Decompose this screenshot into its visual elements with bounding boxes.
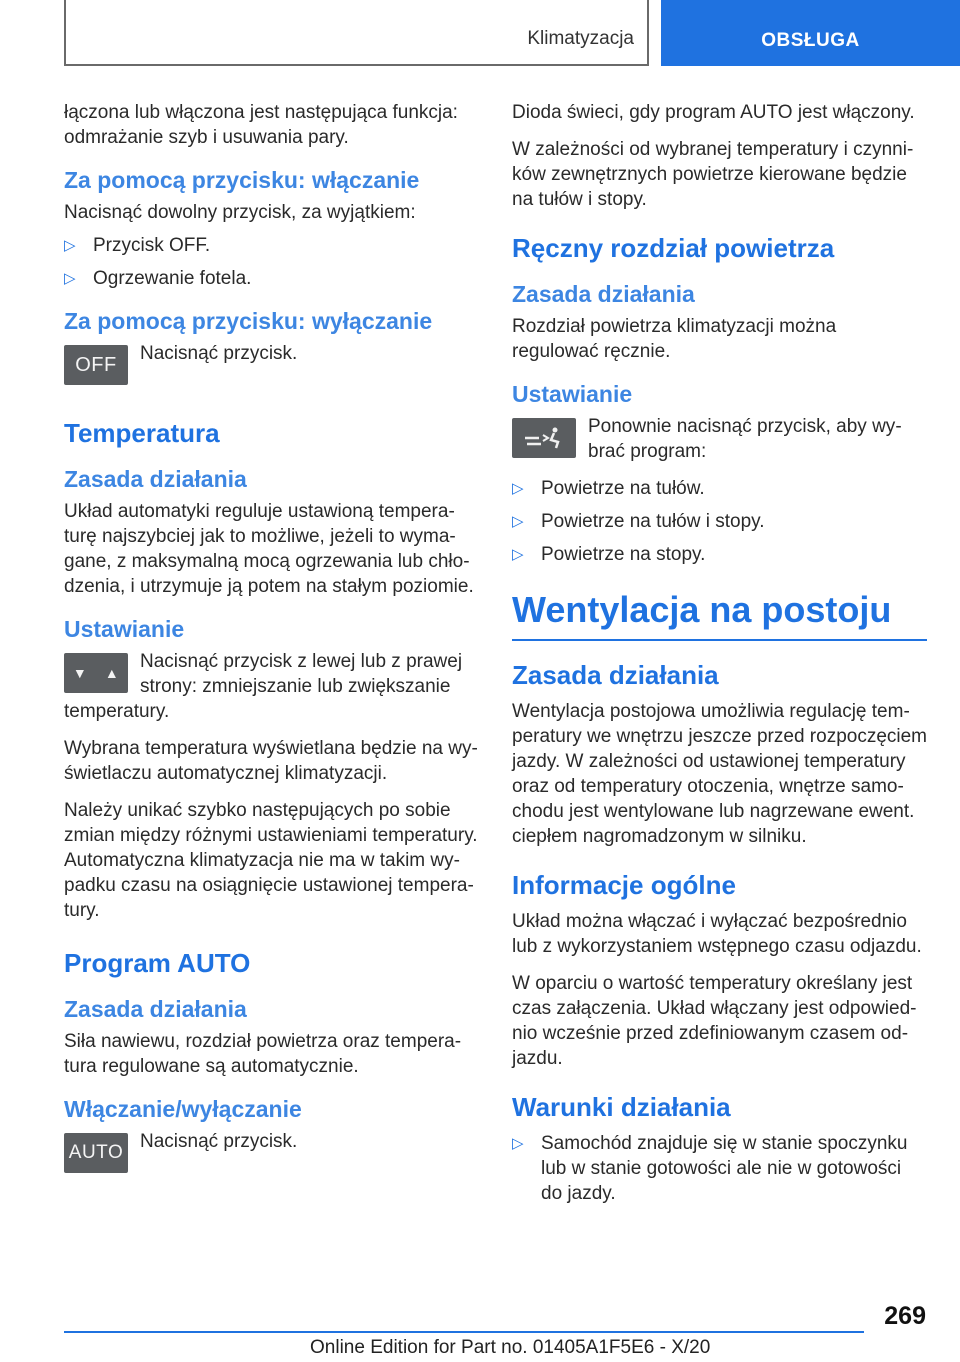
heading-vent-principle: Zasada działania <box>512 660 719 690</box>
paragraph: Nacisnąć przycisk. <box>140 343 298 364</box>
bullet-list-programs <box>512 476 927 567</box>
heading-manual-distribution: Ręczny rozdział powietrza <box>512 233 835 263</box>
heading-operating-conditions: Warunki działania <box>512 1092 731 1122</box>
arrow-up-icon: ▲ <box>104 665 120 681</box>
list-item: ▷ Samochód znajduje się w stanie spoczynku lub w stanie gotowości ale nie w gotowości do jazdy. <box>512 1133 908 1204</box>
paragraph: Nacisnąć przycisk z lewej lub z prawej strony: zmniejszanie lub zwiększanie temperatury. <box>64 651 463 722</box>
paragraph: Nacisnąć dowolny przycisk, za wyjątkiem: <box>64 202 416 223</box>
paragraph: W oparciu o wartość temperatury określany jest czas załączenia. Układ włączany jest odpowiednio wcześnie przed zdefiniowanym czasem odjazdu. <box>512 973 917 1069</box>
paragraph: Siła nawiewu, rozdział powietrza oraz temperatura regulowane są automatycznie. <box>64 1031 462 1077</box>
paragraph: Układ można włączać i wyłączać bezpośrednio lub z wykorzystaniem wstępnego czasu odjazdu. <box>512 911 922 957</box>
paragraph: Rozdział powietrza klimatyzacji można regulować ręcznie. <box>512 316 837 362</box>
paragraph: Wybrana temperatura wyświetlana będzie na wyświetlaczu automatycznej klimatyzacji. <box>64 738 478 784</box>
paragraph: Nacisnąć przycisk. <box>140 1131 298 1152</box>
page-header <box>0 0 960 66</box>
heading-button-on: Za pomocą przycisku: włączanie <box>64 167 420 193</box>
manual-setting-instruction <box>512 414 927 464</box>
page-number: 269 <box>884 1302 926 1330</box>
auto-instruction <box>64 1129 479 1175</box>
heading-manual-principle: Zasada działania <box>512 281 695 307</box>
heading-temperature: Temperatura <box>64 418 220 448</box>
paragraph: Układ automatyki reguluje ustawioną temperaturę najszybciej jak to możliwe, jeżeli to wymagane, z maksymalną mocą ogrzewania lub chłodzenia, i utrzymuje ją potem na stałym poziomie. <box>64 501 474 597</box>
list-item: ▷ Powietrze na tułów. <box>512 478 705 499</box>
bullet-list-on <box>64 233 479 291</box>
paragraph: Należy unikać szybko następujących po sobie zmian między różnymi ustawieniami temperatury. Automatyczna klimatyzacja nie ma w takim wypadku czasu na osiągnięcie ustawionej temperatury. <box>64 800 478 921</box>
triangle-bullet-icon: ▷ <box>512 546 524 563</box>
triangle-bullet-icon: ▷ <box>64 270 76 287</box>
paragraph: Dioda świeci, gdy program AUTO jest włączony. <box>512 102 915 123</box>
temperature-arrows-button-icon <box>64 653 128 693</box>
triangle-bullet-icon: ▷ <box>512 513 524 530</box>
air-distribution-icon <box>521 425 567 451</box>
edition-note: Online Edition for Part no. 01405A1F5E6 - X/20 <box>310 1337 711 1358</box>
list-item: ▷ Powietrze na tułów i stopy. <box>512 511 765 532</box>
off-instruction <box>64 341 479 387</box>
list-item: ▷ Ogrzewanie fotela. <box>64 268 252 289</box>
arrow-down-icon: ▼ <box>72 665 88 681</box>
list-item: ▷ Przycisk OFF. <box>64 235 211 256</box>
heading-temp-principle: Zasada działania <box>64 466 247 492</box>
heading-manual-setting: Ustawianie <box>512 381 633 407</box>
page-footer <box>0 1300 960 1362</box>
header-chapter-tab: OBSŁUGA <box>661 0 960 66</box>
paragraph: W zależności od wybranej temperatury i czynników zewnętrznych powietrze kierowane będzie na tułów i stopy. <box>512 139 914 210</box>
paragraph: Wentylacja postojowa umożliwia regulację temperatury we wnętrzu jeszcze przed rozpoczęciem jazdy. W zależności od ustawionej temperatury oraz od temperatury otoczenia, wnętrze samochodu jest wentylowane lub nagrzewane ewent. ciepłem nagromadzonym w silniku. <box>512 701 928 847</box>
left-column <box>64 100 479 1187</box>
triangle-bullet-icon: ▷ <box>64 237 76 254</box>
heading-temp-setting: Ustawianie <box>64 616 185 642</box>
heading-parking-ventilation: Wentylacja na postoju <box>512 589 927 641</box>
off-button-icon: OFF <box>64 345 128 385</box>
list-item: ▷ Powietrze na stopy. <box>512 544 706 565</box>
bullet-list-conditions <box>512 1131 927 1206</box>
auto-button-icon: AUTO <box>64 1133 128 1173</box>
temp-setting-instruction <box>64 649 479 724</box>
heading-auto-principle: Zasada działania <box>64 996 247 1022</box>
header-section-title: Klimatyzacja <box>527 28 634 49</box>
air-distribution-button-icon <box>512 418 576 458</box>
triangle-bullet-icon: ▷ <box>512 480 524 497</box>
right-column <box>512 100 927 1218</box>
footer-divider <box>64 1331 864 1333</box>
triangle-bullet-icon: ▷ <box>512 1135 524 1152</box>
heading-general-info: Informacje ogólne <box>512 870 736 900</box>
heading-button-off: Za pomocą przycisku: wyłączanie <box>64 308 433 334</box>
heading-auto-onoff: Włączanie/wyłączanie <box>64 1096 302 1122</box>
heading-program-auto: Program AUTO <box>64 948 251 978</box>
paragraph: łączona lub włączona jest następująca funkcja: odmrażanie szyb i usuwania pary. <box>64 102 458 148</box>
paragraph: Ponownie nacisnąć przycisk, aby wybrać program: <box>588 416 902 462</box>
